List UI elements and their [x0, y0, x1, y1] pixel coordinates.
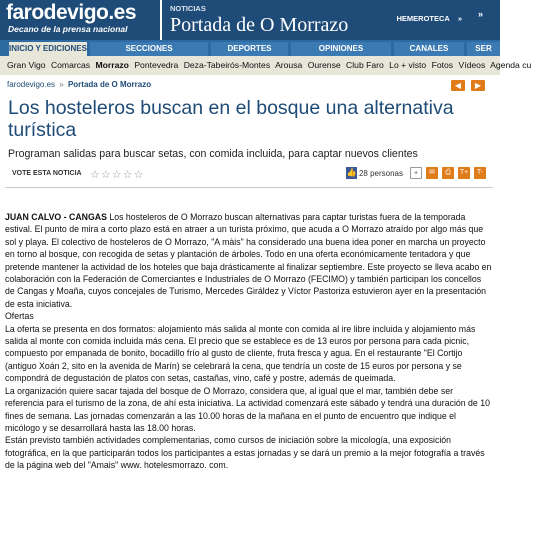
subnav-club-faro[interactable]: Club Faro [346, 60, 384, 70]
paragraph: La oferta se presenta en dos formatos: alojamiento más salida al monte con comida al ire libre incluida y alojamiento más salida al monte con comida incluida más cena. El precio que se establece es de 13 euros por persona para cada picnic, compuesto por empanada de bonito, bocadillo frío al gusto de cliente, fruta fresca y agua. En el restaurante "El Cortijo (antiguo Xoán 2, sito en la avenida de Marín) se celebrará la cena, que tendría un coste de 15 euros por persona y se compondrá de degustación de platos con setas, castañas, vino, café y postre, además de queimada. [5, 323, 476, 384]
article-toolbar [0, 166, 500, 183]
subnav-arousa[interactable]: Arousa [275, 60, 303, 70]
subnav-lo-mas-visto[interactable]: Lo + visto [389, 60, 427, 70]
subnav-comarcas[interactable]: Comarcas [50, 60, 91, 70]
like-count: 28 personas [358, 168, 403, 178]
plus-icon[interactable]: + [410, 167, 422, 179]
paragraph [5, 211, 493, 310]
vote-label: VOTE ESTA NOTICIA [12, 170, 82, 177]
site-header [0, 0, 500, 40]
hemeroteca-label: HEMEROTECA [396, 14, 450, 23]
section-title: Portada de O Morrazo [170, 14, 349, 36]
article-subtitle: Programan salidas para buscar setas, con comida incluida, para captar nuevos clientes [8, 148, 418, 160]
subnav-pontevedra[interactable]: Pontevedra [134, 60, 179, 70]
subnav-agenda[interactable]: Agenda cu [490, 60, 532, 70]
previous-arrow-icon[interactable]: ◀ [451, 80, 465, 91]
subheading: Ofertas [5, 311, 34, 322]
tab-ser[interactable]: SER [467, 42, 500, 56]
print-icon[interactable]: ⎙ [442, 167, 454, 179]
rating-stars[interactable]: ☆☆☆☆☆ [90, 169, 145, 181]
tab-opiniones[interactable]: OPINIONES [291, 42, 391, 56]
font-larger-icon[interactable]: T+ [458, 167, 470, 179]
subnav-gran-vigo[interactable]: Gran Vigo [7, 60, 46, 70]
font-smaller-icon[interactable]: T- [474, 167, 486, 179]
tab-secciones[interactable]: SECCIONES [90, 42, 208, 56]
article-pager [445, 80, 485, 91]
tab-deportes[interactable]: DEPORTES [211, 42, 288, 56]
hemeroteca-link[interactable] [396, 14, 462, 23]
main-nav [0, 40, 500, 56]
hemeroteca-arrow-icon: » [457, 14, 462, 23]
article-headline: Los hosteleros buscan en el bosque una alternativa turística [8, 97, 454, 141]
tab-canales[interactable]: CANALES [394, 42, 464, 56]
breadcrumb-separator: » [59, 80, 64, 89]
subnav-fotos[interactable]: Fotos [431, 60, 454, 70]
subnav-ourense[interactable]: Ourense [307, 60, 341, 70]
divider [5, 187, 493, 188]
subnav-videos[interactable]: Vídeos [458, 60, 486, 70]
breadcrumb-current[interactable]: Portada de O Morrazo [67, 80, 152, 89]
paragraph: La organización quiere sacar tajada del bosque de O Morrazo, considera que, al igual que el mar, también debe ser referencia para el turismo de la zona, de ahí esta iniciativa. La actividad comenzará este sábado y tendrá una duración de 10 fines de semana. Las jornadas comenzarán a las 10.00 horas de la mañana en el punto de encuentro que indique el micólogo y se desarrollará hasta las 18.00 horas. [5, 385, 490, 433]
next-arrow-icon[interactable]: ▶ [471, 80, 485, 91]
article-body [5, 211, 493, 472]
site-logo[interactable] [0, 0, 160, 40]
subnav-morrazo[interactable]: Morrazo [95, 60, 129, 70]
breadcrumb-home[interactable]: farodevigo.es [7, 80, 56, 89]
paragraph-text: Los hosteleros de O Morrazo buscan alternativas para captar turistas fuera de la temporada estival. El punto de mira a corto plazo está en atraer a un turista próximo, que acuda a O Morrazo atraído por algo más que sol y playa. El colectivo de hosteleros de O Morrazo, "A màis" ha considerado una buena idea poner en marcha un proyecto en torno al bosque, con recogida de setas y plantación de árboles. Todo en una oferta económicamente tentadora y que pretende mantener la actividad de los hoteles que baja drásticamente al finalizar septiembre. Este proyecto se lleva acabo en colaboración con la Federación de Comerciantes e Industriales de O Morrazo (FECIMO) y también participan los concellos de Cangas y Moaña, cuyos concejales de Turismo, Mercedes Giráldez y Víctor Pastoriza estuvieron ayer en la presentación de esta iniciativa. [5, 212, 492, 309]
breadcrumb [7, 80, 151, 89]
section-banner [160, 0, 500, 40]
section-label: NOTICIAS [170, 4, 206, 13]
subnav-deza[interactable]: Deza-Tabeirós-Montes [183, 60, 271, 70]
byline: JUAN CALVO - CANGAS [5, 212, 107, 222]
like-icon[interactable]: 👍 [346, 168, 357, 177]
share-tools [346, 167, 486, 179]
logo-text: farodevigo.es [6, 1, 137, 24]
tab-inicio-ediciones[interactable]: INICIO Y EDICIONES [9, 42, 87, 56]
paragraph: Están previsto también actividades complementarias, como cursos de iniciación sobre la micología, una exposición fotográfica, en la que participarán todos los participantes a estas jornadas y se dará un premio a la mejor fotografía a través de la página web del "Amais" www. hotelesmorrazo. com. [5, 435, 485, 471]
logo-tagline: Decano de la prensa nacional [8, 24, 128, 34]
hemeroteca-go-button[interactable]: » [478, 9, 484, 19]
edition-links [0, 56, 532, 75]
email-icon[interactable]: ✉ [426, 167, 438, 179]
